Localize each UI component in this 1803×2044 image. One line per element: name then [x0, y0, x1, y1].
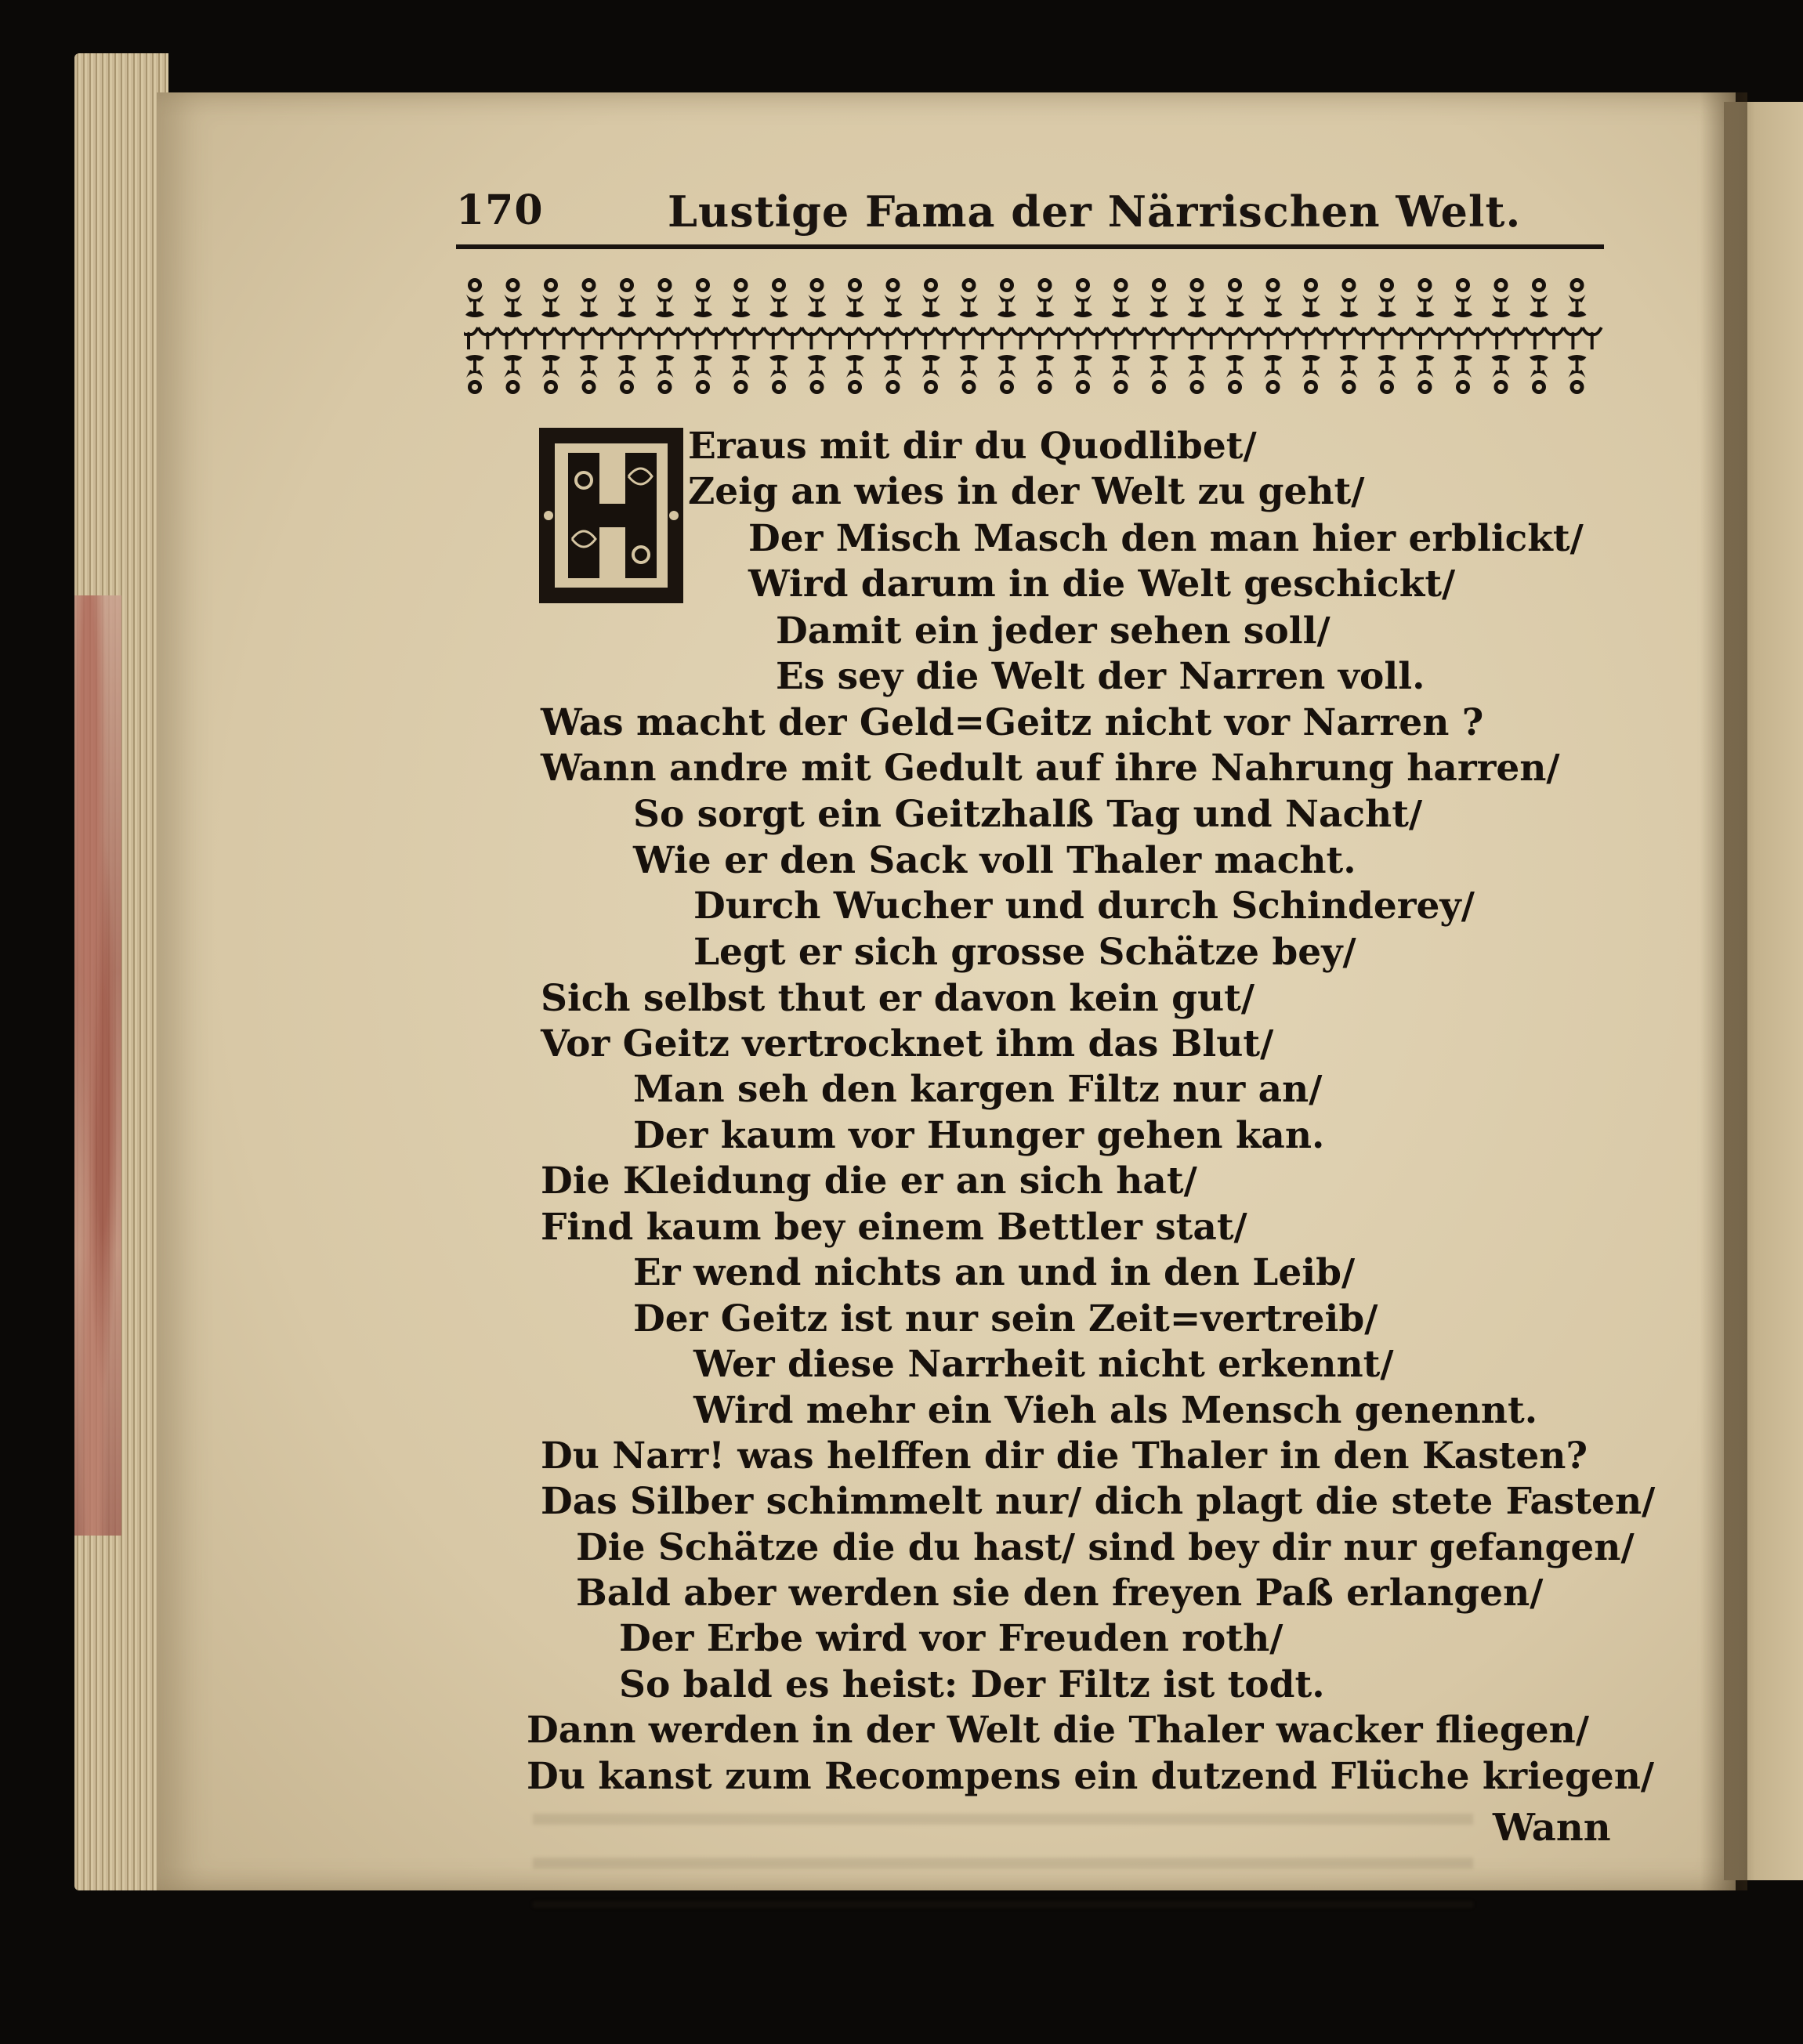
poem-line: Der kaum vor Hunger gehen kan.	[633, 1114, 1325, 1157]
poem-line: Er wend nichts an und in den Leib/	[633, 1251, 1356, 1294]
poem-line: Wie er den Sack voll Thaler macht.	[633, 839, 1356, 882]
poem-line: Du Narr! was helffen dir die Thaler in den Kasten?	[541, 1434, 1588, 1478]
poem-line: Find kaum bey einem Bettler stat/	[541, 1206, 1247, 1249]
poem-line: Damit ein jeder sehen soll/	[776, 610, 1331, 653]
poem-line: Der Misch Masch den man hier erblickt/	[748, 517, 1584, 560]
poem-line: Wer diese Narrheit nicht erkennt/	[693, 1343, 1394, 1386]
poem-line: Was macht der Geld=Geitz nicht vor Narren ?	[541, 701, 1484, 744]
poem-line: Der Erbe wird vor Freuden roth/	[619, 1617, 1283, 1660]
poem-line: Wann andre mit Gedult auf ihre Nahrung harren/	[541, 747, 1560, 790]
poem-line: Vor Geitz vertrocknet ihm das Blut/	[541, 1022, 1274, 1065]
poem-line: Es sey die Welt der Narren voll.	[776, 655, 1425, 698]
poem-line: Der Geitz ist nur sein Zeit=vertreib/	[633, 1297, 1378, 1340]
poem-line: Bald aber werden sie den freyen Paß erlangen/	[576, 1572, 1544, 1615]
poem-line: Sich selbst thut er davon kein gut/	[541, 977, 1254, 1020]
poem-line: So bald es heist: Der Filtz ist todt.	[619, 1663, 1325, 1706]
poem-line: Wird mehr ein Vieh als Mensch genennt.	[693, 1389, 1538, 1432]
running-title: Lustige Fama der Närrischen Welt.	[668, 186, 1522, 237]
poem-line: Legt er sich grosse Schätze bey/	[693, 931, 1356, 974]
poem-line: Das Silber schimmelt nur/ dich plagt die stete Fasten/	[541, 1480, 1656, 1523]
poem-line: So sorgt ein Geitzhalß Tag und Nacht/	[633, 793, 1423, 836]
poem-line: Man seh den kargen Filtz nur an/	[633, 1068, 1323, 1111]
show-through-text	[533, 1814, 1473, 1908]
poem-line: Die Schätze die du hast/ sind bey dir nur gefangen/	[576, 1526, 1635, 1569]
page-number: 170	[456, 186, 544, 234]
poem-line: Zeig an wies in der Welt zu geht/	[688, 470, 1365, 513]
poem-line: Wird darum in die Welt geschickt/	[748, 563, 1456, 606]
poem-line: Du kanst zum Recompens ein dutzend Flüche kriegen/	[527, 1755, 1655, 1798]
poem-line: Durch Wucher und durch Schinderey/	[693, 885, 1475, 928]
poem-line: Die Kleidung die er an sich hat/	[541, 1159, 1197, 1203]
catchword: Wann	[1493, 1806, 1611, 1850]
poem-line: Eraus mit dir du Quodlibet/	[688, 425, 1257, 468]
poem-line: Dann werden in der Welt die Thaler wacker fliegen/	[527, 1709, 1590, 1752]
